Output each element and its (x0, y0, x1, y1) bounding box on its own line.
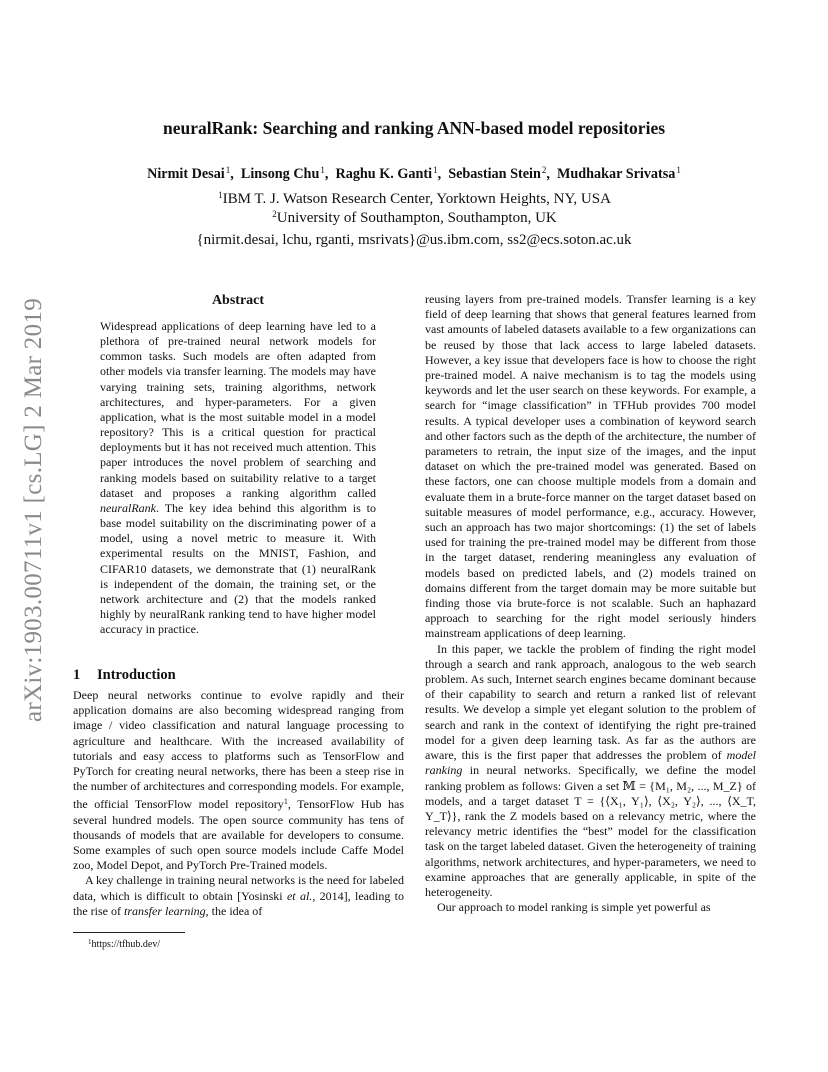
author-emails: {nirmit.desai, lchu, rganti, msrivats}@us.ibm.com, ss2@ecs.soton.ac.uk (196, 232, 632, 248)
footnote-marker: 1 (283, 797, 288, 807)
intro-paragraph: Deep neural networks continue to evolve rapidly and their application domains are also becoming widespread ranging from image / video classification and natural language processing to agriculture and healthcare. With the increased availability of tutorials and easy access to platforms such as TensorFlow and PyTorch for creating neural networks, there has been a steep rise in the number of architectures and corresponding models. For example, the official TensorFlow model repository$^1$, TensorFlow Hub has several hundred models. The open source community has tens of thousands of models that are available for developers to consume. Some examples of such open source models include Caffe Model zoo, Model Depot, and PyTorch Pre-Trained models. (73, 688, 405, 873)
author: Raghu K. Ganti$^1$ (335, 165, 438, 182)
author: Sebastian Stein$^2$ (448, 165, 547, 182)
intro-paragraph: A key challenge in training neural networks is the need for labeled data, which is difficult to obtain [Yosinski et al., 2014], leading to the rise of transfer learning, the idea of (73, 873, 404, 918)
abstract-body: Widespread applications of deep learning have led to a plethora of pre-trained neural network models for common tasks. Such models are often adapted from other models via transfer learning. The models may have varying training sets, training algorithms, network architectures, and hyper-parameters. For a given application, what is the most suitable model in a model repository? This is a critical question for practical deployments but it has not received much attention. This paper introduces the novel problem of searching and ranking models based on suitability relative to a target dataset and proposes a ranking algorithm called neuralRank. The key idea behind this algorithm is to base model suitability on the discriminating power of a model, using a novel metric to measure it. With experimental results on the MNIST, Fashion, and CIFAR10 datasets, we demonstrate that (1) neuralRank is independent of the domain, the training set, or the network architecture and (2) that the models ranked highly by neuralRank ranking tend to have higher model accuracy in practice. (100, 319, 376, 637)
body-paragraph: reusing layers from pre-trained models. Transfer learning is a key field of deep learning that shows that general features learned from vast amounts of labeled datasets available to a few organizations can be reused by those that lack access to large labeled datasets. However, a key issue that developers face is how to choose the right pre-trained model. A naive mechanism is to tag the models using keywords and let the user search on these keywords. For example, a search for “image classification” in TFHub provides 700 model results. A typical developer uses a combination of keyword search and other factors such as the depth of the architecture, the number of parameters to retrain, the input size of the images, and the input dataset on which the pre-trained model was generated. Based on these factors, one can choose multiple models from a domain and evaluate them in a brute-force manner on the target dataset based on suitable measures of model performance, e.g., accuracy. However, such an approach has two major shortcomings: (1) the set of labels used for training the pre-trained model may be different from those in the target dataset, rendering meaningless any evaluation of models based on predicted labels, and (2) models trained on domains different from the target domain may be more suitable but finding those via brute-force is not scalable. Such an haphazard approach to searching for the right model seriously hinders mainstream applications of deep learning. (425, 292, 756, 641)
author-list: Nirmit Desai$^1$, Linsong Chu$^1$, Raghu K. Ganti$^1$, Sebastian Stein$^2$, Mudhakar Srivatsa$^1$ (147, 165, 681, 182)
arxiv-identifier: arXiv:1903.00711v1 [cs.LG] 2 Mar 2019 (20, 298, 47, 722)
author: Nirmit Desai$^1$ (147, 165, 231, 182)
abstract-heading: Abstract (211, 293, 265, 308)
paper-title: neuralRank: Searching and ranking ANN-based model repositories (162, 118, 666, 138)
author: Mudhakar Srivatsa$^1$ (556, 165, 681, 182)
footnote-rule (73, 932, 185, 933)
right-column-body (425, 292, 756, 915)
footnote: $^1$https://tfhub.dev/ (88, 938, 161, 950)
body-paragraph: In this paper, we tackle the problem of finding the right model through a search and rank approach, analogous to the web search problem. As such, Internet search engines became dominant because of their capability to search and return a ranked list of relevant results. We develop a simple yet elegant solution to the problem of search and rank in the context of identifying the right pre-trained model for a given deep learning task. As far as the authors are aware, this is the first paper that addresses the problem of model ranking in neural networks. Specifically, we define the model ranking problem as follows: Given a set 𝕄 = {M₁, M₂, ..., M_Z} of models, and a target dataset T = {⟨X₁, Y₁⟩, ⟨X₂, Y₂⟩, ..., ⟨X_T, Y_T⟩}, rank the Z models based on a relevancy metric, where the relevancy metric identifies the “best” model for the classification task on the target labeled dataset. Given the heterogeneity of training algorithms, network architectures, and hyper-parameters, we need to examine approaches that are generally applicable, in spite of the heterogeneity. (425, 641, 756, 899)
body-paragraph: Our approach to model ranking is simple yet powerful as (437, 900, 711, 915)
affiliation-ibm: $^1$IBM T. J. Watson Research Center, Yorktown Heights, NY, USA (218, 190, 611, 207)
introduction-body (73, 688, 404, 919)
author: Linsong Chu$^1$ (240, 165, 325, 182)
affiliation-southampton: $^2$University of Southampton, Southampton, UK (272, 209, 557, 226)
section-heading-introduction: 1 Introduction (73, 667, 176, 683)
arxiv-side-stamp (18, 290, 50, 730)
